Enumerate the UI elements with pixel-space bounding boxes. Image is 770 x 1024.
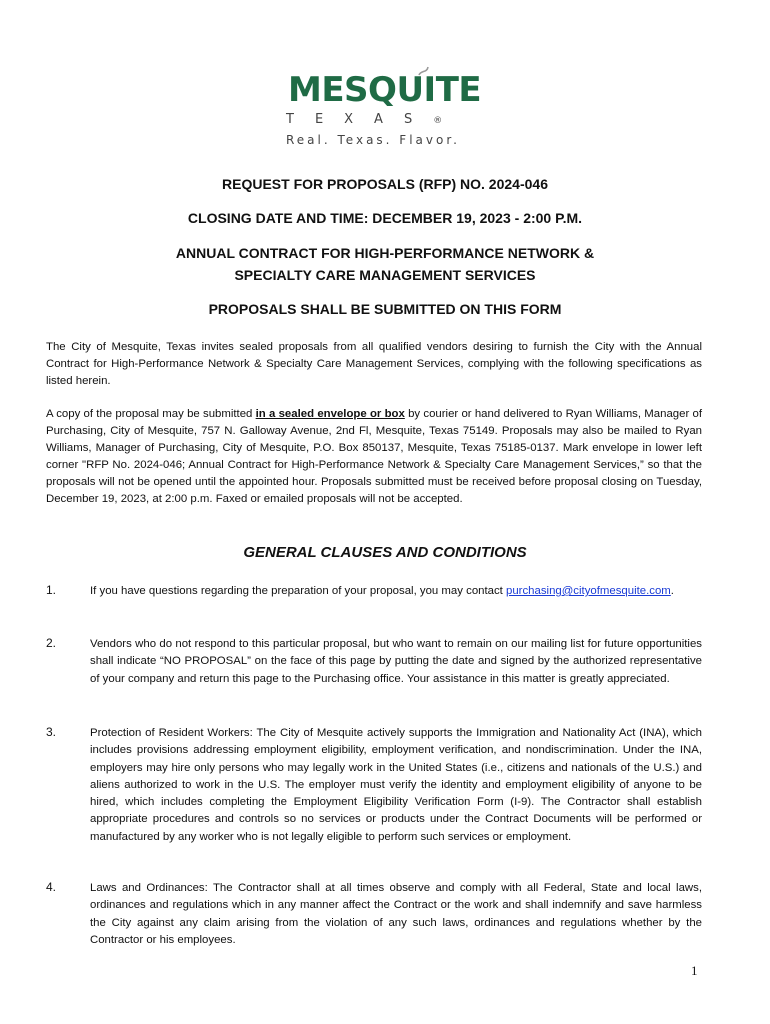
- clause-resident-workers: Protection of Resident Workers: The City of Mesquite actively supports the Immigration and Nationality Act (INA), which includes provisions addressing employment eligibility, employment verification, and nondiscrimination. Under the INA, employers may hire only persons who may legally work in the United States (i.e., citizens and nationals of the U.S.) and aliens authorized to work in the U.S. The employer must verify the identity and employment eligibility of anyone to be hired, which includes completing the Employment Eligibility Verification Form (I-9). The Contractor shall establish appropriate procedures and controls so no services or products under the Contract Documents will be performed or manufactured by any worker who is not legally eligible to perform such services or employment.: [90, 727, 702, 843]
- city-logo: [284, 66, 484, 150]
- logo-tagline: Real. Texas. Flavor.: [286, 133, 460, 147]
- clause-number: 4.: [46, 880, 57, 894]
- clause-number: 2.: [46, 636, 57, 650]
- logo-wordmark: MESQUITE: [288, 70, 482, 110]
- closing-date-heading: CLOSING DATE AND TIME: DECEMBER 19, 2023 - 2:00 P.M.: [187, 210, 583, 226]
- contract-title-line2: SPECIALTY CARE MANAGEMENT SERVICES: [234, 267, 536, 283]
- clause-laws-ordinances: Laws and Ordinances: The Contractor shall at all times observe and comply with all Federal, State and local laws, ordinances and regulations which in any manner affect the Contract or the work and shall indemnify and save harmless the City against any claim arising from the violation of any such laws, ordinances and regulations whether by the Contractor or his employees.: [90, 882, 702, 946]
- clause-number: 1.: [46, 583, 57, 597]
- clause-no-proposal: Vendors who do not respond to this particular proposal, but who want to remain on our mailing list for future opportunities shall indicate “NO PROPOSAL” on the face of this page by putting the date and signed by the authorized representative of your company and return this page to the Purchasing office. Your assistance in this matter is greatly appreciated.: [90, 638, 702, 685]
- clause-questions: If you have questions regarding the preparation of your proposal, you may contact purchasing@cityofmesquite.com.: [90, 585, 674, 597]
- purchasing-email-link[interactable]: purchasing@cityofmesquite.com: [506, 585, 671, 597]
- submission-heading: PROPOSALS SHALL BE SUBMITTED ON THIS FORM: [208, 301, 562, 317]
- section-title: GENERAL CLAUSES AND CONDITIONS: [243, 544, 527, 561]
- rfp-number-heading: REQUEST FOR PROPOSALS (RFP) NO. 2024-046: [222, 176, 548, 192]
- contract-title-line1: ANNUAL CONTRACT FOR HIGH-PERFORMANCE NETWORK &: [175, 245, 595, 261]
- clause-number: 3.: [46, 725, 57, 739]
- page-number: 1: [691, 963, 698, 978]
- intro-paragraph: The City of Mesquite, Texas invites sealed proposals from all qualified vendors desiring to furnish the City with the Annual Contract for High-Performance Network & Specialty Care Management Services, complying with the following specifications as listed herein.: [46, 341, 702, 387]
- logo-state: TEXAS®: [286, 112, 443, 127]
- submission-paragraph: A copy of the proposal may be submitted in a sealed envelope or box by courier or hand delivered to Ryan Williams, Manager of Purchasing, City of Mesquite, 757 N. Galloway Avenue, 2nd Fl, Mesquite, Texas 75149. Proposals may also be mailed to Ryan Williams, Manager of Purchasing, City of Mesquite, P.O. Box 850137, Mesquite, Texas 75185-0137. Mark envelope in lower left corner "RFP No. 2024-046; Annual Contract for High-Performance Network & Specialty Care Management Services,” so that the proposals will not be opened until the appointed hour. Proposals submitted must be received before proposal closing on Tuesday, December 19, 2023, at 2:00 p.m. Faxed or emailed proposals will not be accepted.: [46, 408, 702, 505]
- sealed-envelope-emphasis: in a sealed envelope or box: [255, 408, 405, 420]
